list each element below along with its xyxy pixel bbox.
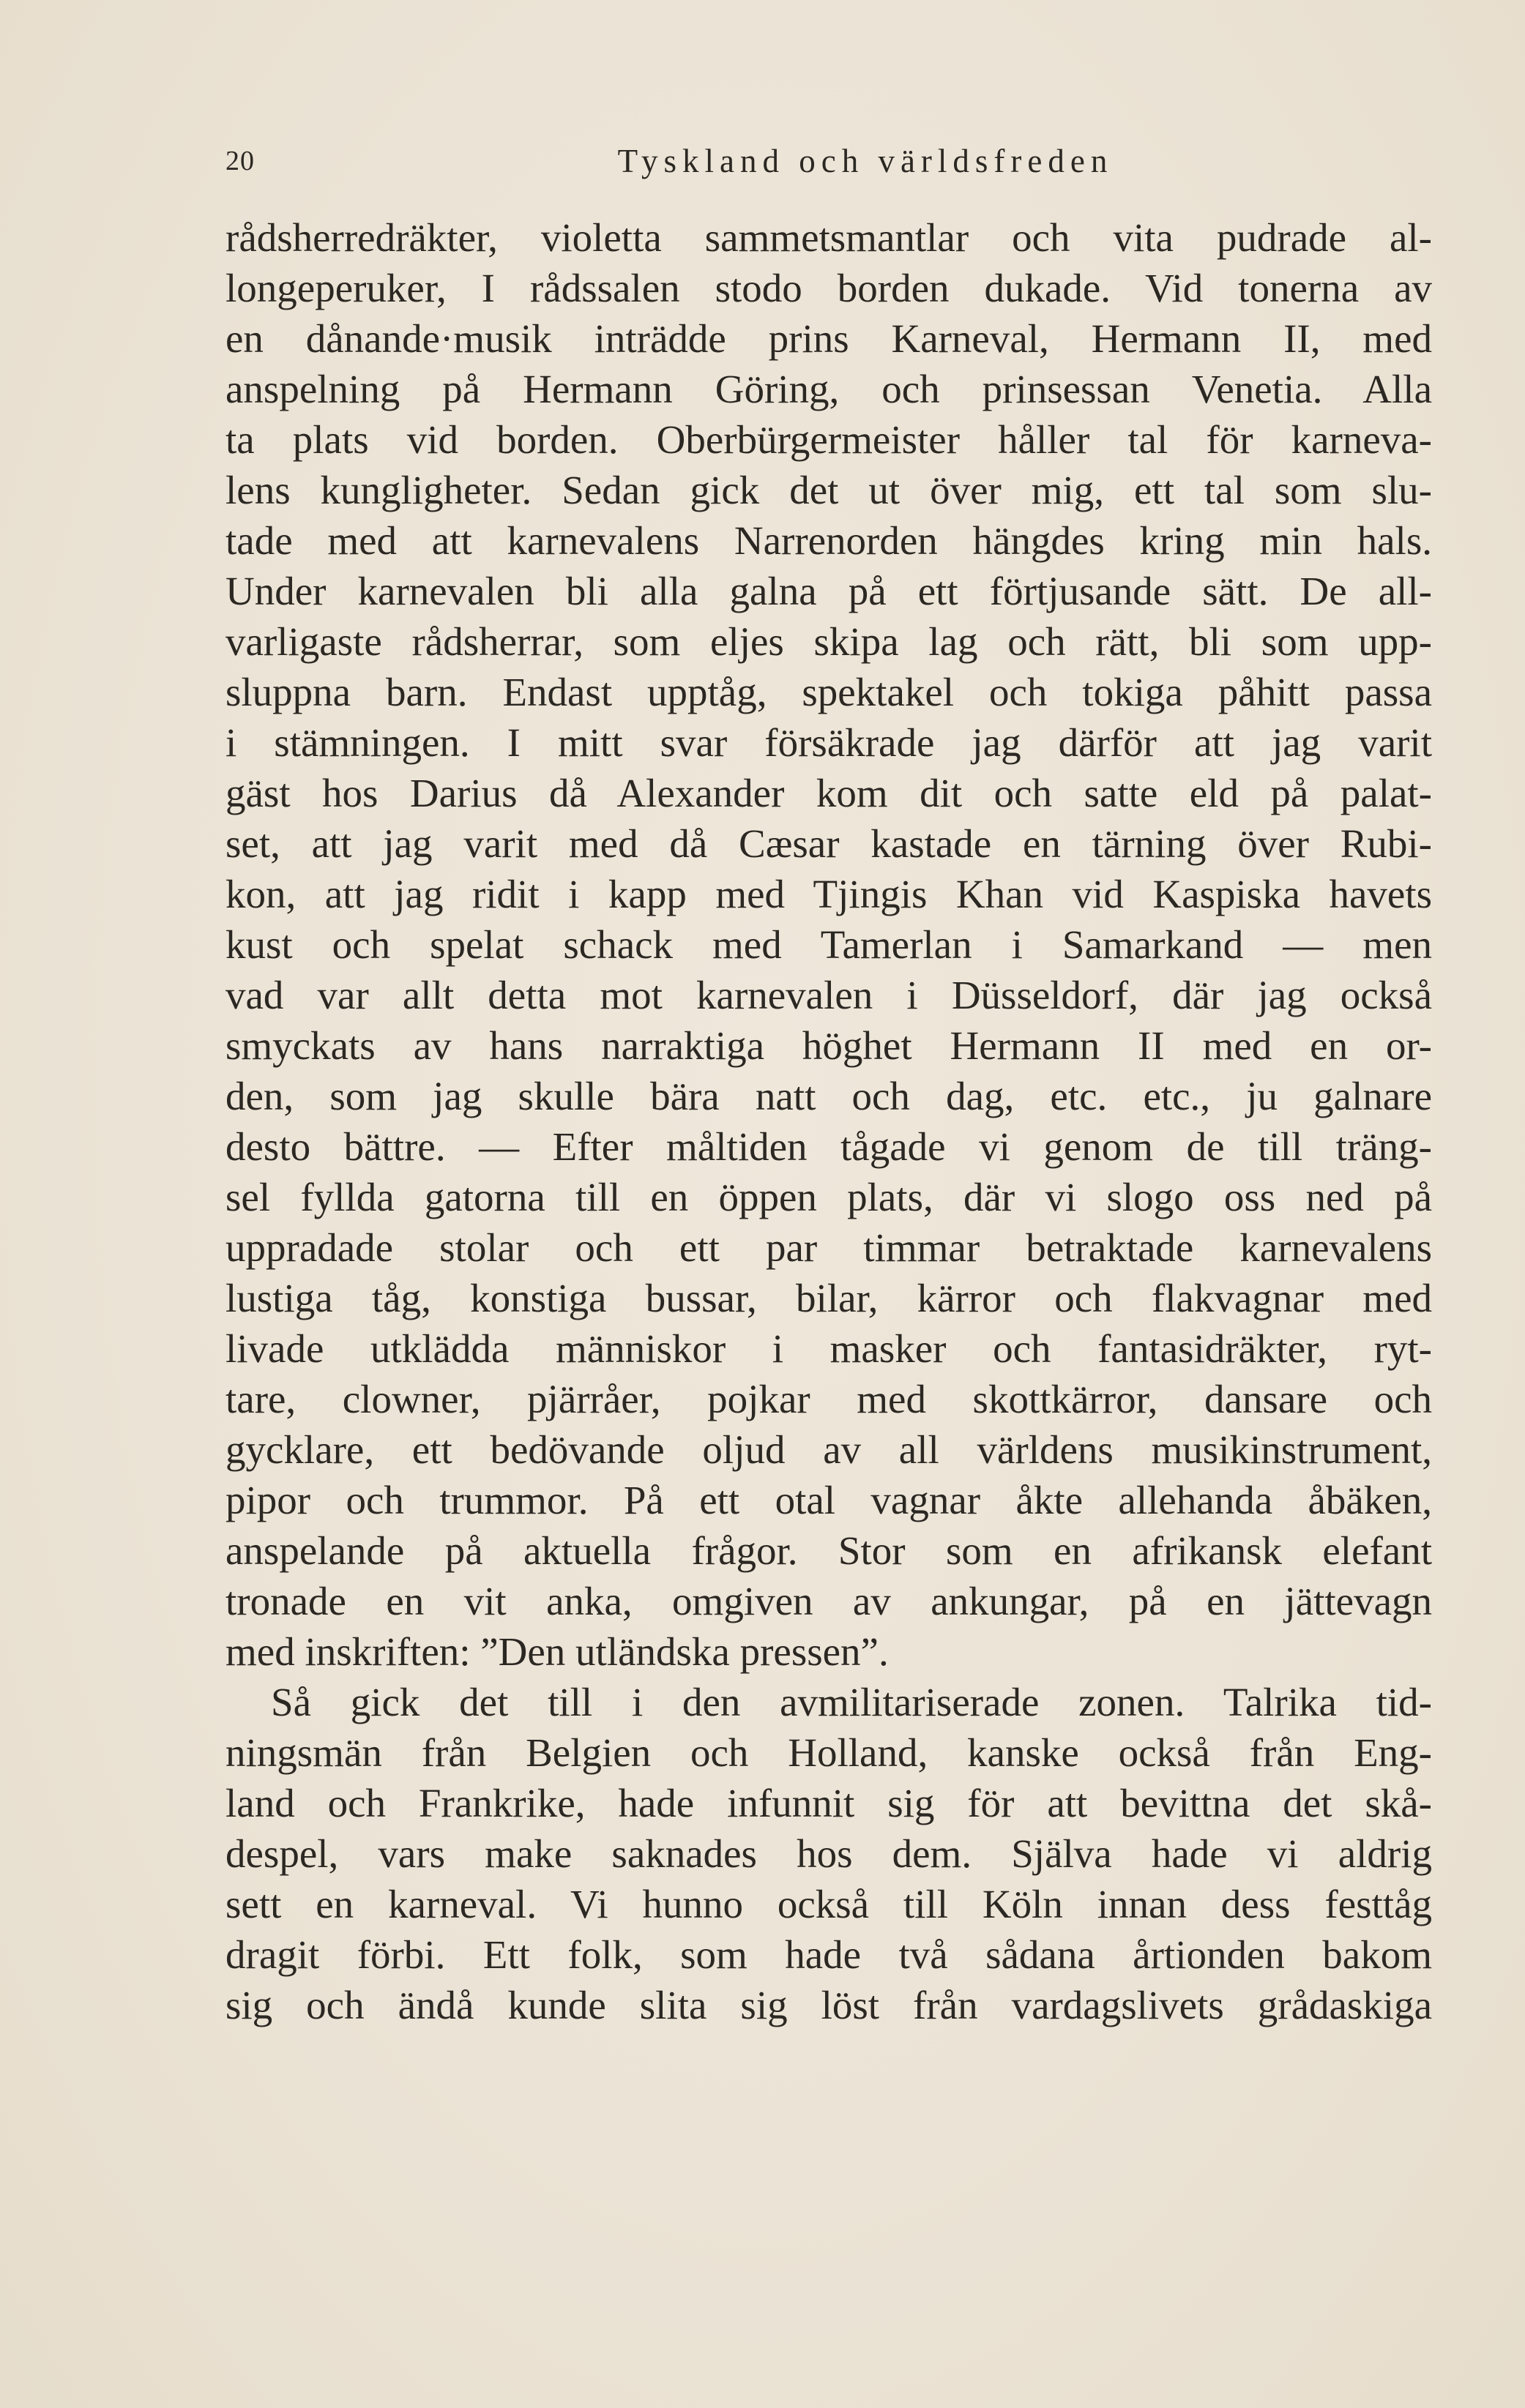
text-line: sett en karneval. Vi hunno också till Köln innan dess festtåg — [225, 1882, 1432, 1926]
text-line: livade utklädda människor i masker och fantasidräkter, ryt- — [225, 1326, 1432, 1371]
text-line: pipor och trummor. På ett otal vagnar åkte allehanda åbäken, — [225, 1478, 1432, 1522]
text-line: en dånande·musik inträdde prins Karneval, Hermann II, med — [225, 316, 1432, 361]
text-line: anspelande på aktuella frågor. Stor som en afrikansk elefant — [225, 1528, 1432, 1573]
body-text — [225, 212, 1432, 2030]
running-title: Tyskland och världsfreden — [617, 143, 1114, 179]
text-line: Under karnevalen bli alla galna på ett förtjusande sätt. De all- — [225, 569, 1432, 613]
text-line: tade med att karnevalens Narrenorden hängdes kring min hals. — [225, 518, 1432, 563]
page-number: 20 — [225, 146, 255, 176]
text-line: sel fyllda gatorna till en öppen plats, där vi slogo oss ned på — [225, 1175, 1432, 1219]
text-line: i stämningen. I mitt svar försäkrade jag därför att jag varit — [225, 720, 1432, 765]
text-line: longeperuker, I rådssalen stodo borden dukade. Vid tonerna av — [225, 266, 1432, 310]
text-line: desto bättre. — Efter måltiden tågade vi genom de till träng- — [225, 1124, 1432, 1169]
text-line: ningsmän från Belgien och Holland, kanske också från Eng- — [225, 1730, 1432, 1775]
text-line: land och Frankrike, hade infunnit sig för att bevittna det skå- — [225, 1781, 1432, 1825]
text-line: den, som jag skulle bära natt och dag, etc. etc., ju galnare — [225, 1074, 1432, 1118]
text-line: sig och ändå kunde slita sig löst från vardagslivets grådaskiga — [225, 1983, 1432, 2027]
text-line: lens kungligheter. Sedan gick det ut över mig, ett tal som slu- — [225, 468, 1432, 512]
text-line: tronade en vit anka, omgiven av ankungar, på en jättevagn — [225, 1579, 1432, 1623]
text-line: gycklare, ett bedövande oljud av all världens musikinstrument, — [225, 1427, 1432, 1472]
text-line: anspelning på Hermann Göring, och prinsessan Venetia. Alla — [225, 367, 1432, 411]
text-line: kon, att jag ridit i kapp med Tjingis Khan vid Kaspiska havets — [225, 872, 1432, 916]
text-line: sluppna barn. Endast upptåg, spektakel och tokiga påhitt passa — [225, 670, 1432, 714]
text-line: gäst hos Darius då Alexander kom dit och satte eld på palat- — [225, 771, 1432, 815]
text-line: dragit förbi. Ett folk, som hade två sådana årtionden bakom — [225, 1932, 1432, 1977]
text-line: varligaste rådsherrar, som eljes skipa lag och rätt, bli som upp- — [225, 619, 1432, 664]
text-line: tare, clowner, pjärråer, pojkar med skottkärror, dansare och — [225, 1377, 1432, 1421]
paragraph-start-line: Så gick det till i den avmilitariserade zonen. Talrika tid- — [271, 1680, 1432, 1724]
page-header — [225, 139, 1432, 183]
text-line: ta plats vid borden. Oberbürgermeister håller tal för karneva- — [225, 417, 1432, 462]
text-line: set, att jag varit med då Cæsar kastade en tärning över Rubi- — [225, 821, 1432, 866]
paragraph-end-line: med inskriften: ”Den utländska pressen”. — [225, 1629, 889, 1674]
text-line: smyckats av hans narraktiga höghet Hermann II med en or- — [225, 1023, 1432, 1068]
text-line: despel, vars make saknades hos dem. Själva hade vi aldrig — [225, 1831, 1432, 1876]
text-line: vad var allt detta mot karnevalen i Düsseldorf, där jag också — [225, 973, 1432, 1017]
text-line: uppradade stolar och ett par timmar betraktade karnevalens — [225, 1225, 1432, 1270]
text-line: lustiga tåg, konstiga bussar, bilar, kärror och flakvagnar med — [225, 1276, 1432, 1320]
text-line: kust och spelat schack med Tamerlan i Samarkand — men — [225, 922, 1432, 967]
text-line: rådsherredräkter, violetta sammetsmantlar och vita pudrade al- — [225, 215, 1432, 260]
